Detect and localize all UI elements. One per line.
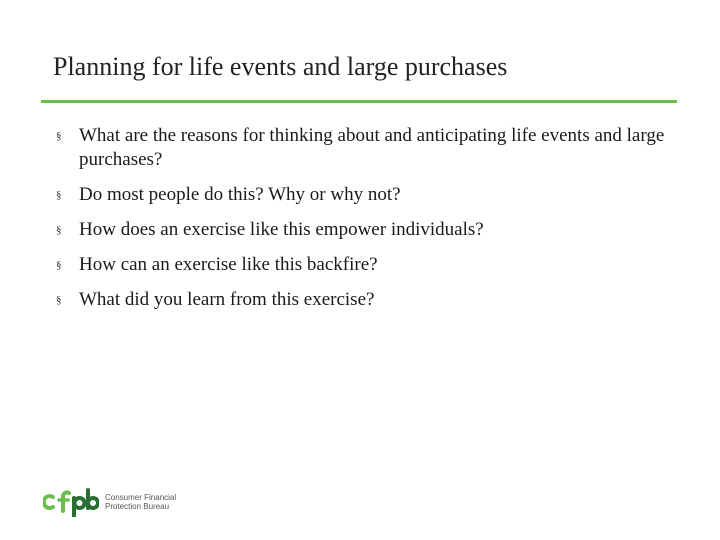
bullet-marker: § (56, 259, 62, 271)
bullet-text: What are the reasons for thinking about and anticipating life events and large purchases? (79, 125, 665, 170)
bullet-list (56, 124, 686, 323)
logo-text (105, 493, 176, 511)
bullet-text: How does an exercise like this empower individuals? (79, 219, 484, 240)
slide-title: Planning for life events and large purchases (53, 52, 508, 81)
cfpb-logo-mark (43, 487, 99, 517)
bullet-item (56, 288, 686, 312)
bullet-marker: § (56, 130, 62, 142)
bullet-item (56, 218, 686, 242)
bullet-text: What did you learn from this exercise? (79, 289, 375, 310)
bullet-marker: § (56, 189, 62, 201)
bullet-item (56, 253, 686, 277)
bullet-item (56, 124, 686, 172)
title-divider (41, 100, 677, 103)
logo-text-line2: Protection Bureau (105, 502, 170, 511)
bullet-marker: § (56, 294, 62, 306)
logo-text-line1: Consumer Financial (105, 493, 177, 502)
bullet-item (56, 183, 686, 207)
bullet-text: Do most people do this? Why or why not? (79, 184, 401, 205)
cfpb-logo (43, 486, 176, 518)
bullet-text: How can an exercise like this backfire? (79, 254, 378, 275)
bullet-marker: § (56, 224, 62, 236)
